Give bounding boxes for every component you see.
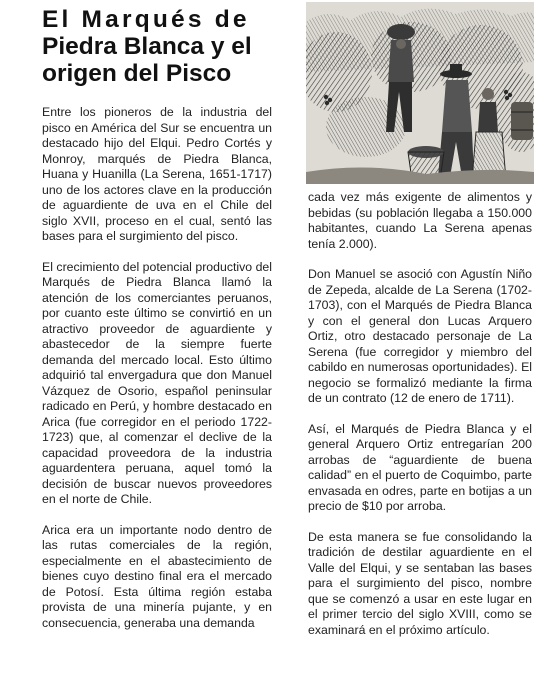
vineyard-harvest-illustration xyxy=(306,2,534,184)
paragraph: Don Manuel se asoció con Agustín Niño de Zepeda, alcalde de La Serena (1702-1703), con el Marqués de Piedra Blanca y con el general don Lucas Arquero Ortiz, otro destacado personaje de La Serena (fue corregidor y miembro del cabildo en numerosas oportunidades). El negocio se formalizó mediante la firma de un contrato (12 de enero de 1711). xyxy=(308,267,532,405)
paragraph: cada vez más exigente de alimentos y bebidas (su población llegaba a 150.000 habitantes, cuando La Serena apenas tenía 2.000). xyxy=(308,190,532,251)
article-title xyxy=(42,6,272,87)
paragraph: Entre los pioneros de la industria del pisco en América del Sur se encuentra un destacado hijo del Elqui. Pedro Cortés y Monroy, marqués de Piedra Blanca, Huana y Huanilla (La Serena, 1651-1717) uno de los actores clave en la producción de aguardiente de uva en el Chile del siglo XVII, proceso en el cual, sentó las bases para el surgimiento del pisco. xyxy=(42,105,272,243)
title-line: origen del Pisco xyxy=(42,60,232,87)
left-column xyxy=(42,6,272,646)
title-line: El Marqués de xyxy=(42,6,250,33)
paragraph: Así, el Marqués de Piedra Blanca y el general Arquero Ortiz entregarían 200 arrobas de “aguardiente de buena calidad” en el puerto de Coquimbo, parte envasada en odres, parte en botijas a un precio de $10 por arroba. xyxy=(308,421,532,513)
paragraph: De esta manera se fue consolidando la tradición de destilar aguardiente en el Valle del Elqui, y se sentaban las bases para el surgimiento del pisco, nombre que se comenzó a usar en este lugar en el primer tercio del siglo XVIII, como se examinará en el próximo artículo. xyxy=(308,529,532,637)
paragraph: El crecimiento del potencial productivo del Marqués de Piedra Blanca llamó la atención de los comerciantes peruanos, por cuanto este último se convirtió en un atractivo proveedor de aguardiente y abastecedor de la siempre fuerte demanda del mercado local. Esto último adquirió tal envergadura que don Manuel Vázquez de Osorio, español peninsular radicado en Perú, y hombre destacado en Arica (fue corregidor en el periodo 1722-1723) que, al comenzar el declive de la capacidad proveedora de la industria aguardentera peruana, aquel tomó la decisión de buscar nuevos proveedores en el norte de Chile. xyxy=(42,259,272,506)
title-line: Piedra Blanca y el xyxy=(42,33,252,60)
vineyard-harvest-icon xyxy=(306,2,534,184)
paragraph: Arica era un importante nodo dentro de las rutas comerciales de la región, especialmente en el abastecimiento de bienes cuyo destino final era el mercado de Potosí. Esta última región estaba provista de una minería pujante, y en consecuencia, generaba una demanda xyxy=(42,522,272,630)
right-column xyxy=(308,190,532,653)
